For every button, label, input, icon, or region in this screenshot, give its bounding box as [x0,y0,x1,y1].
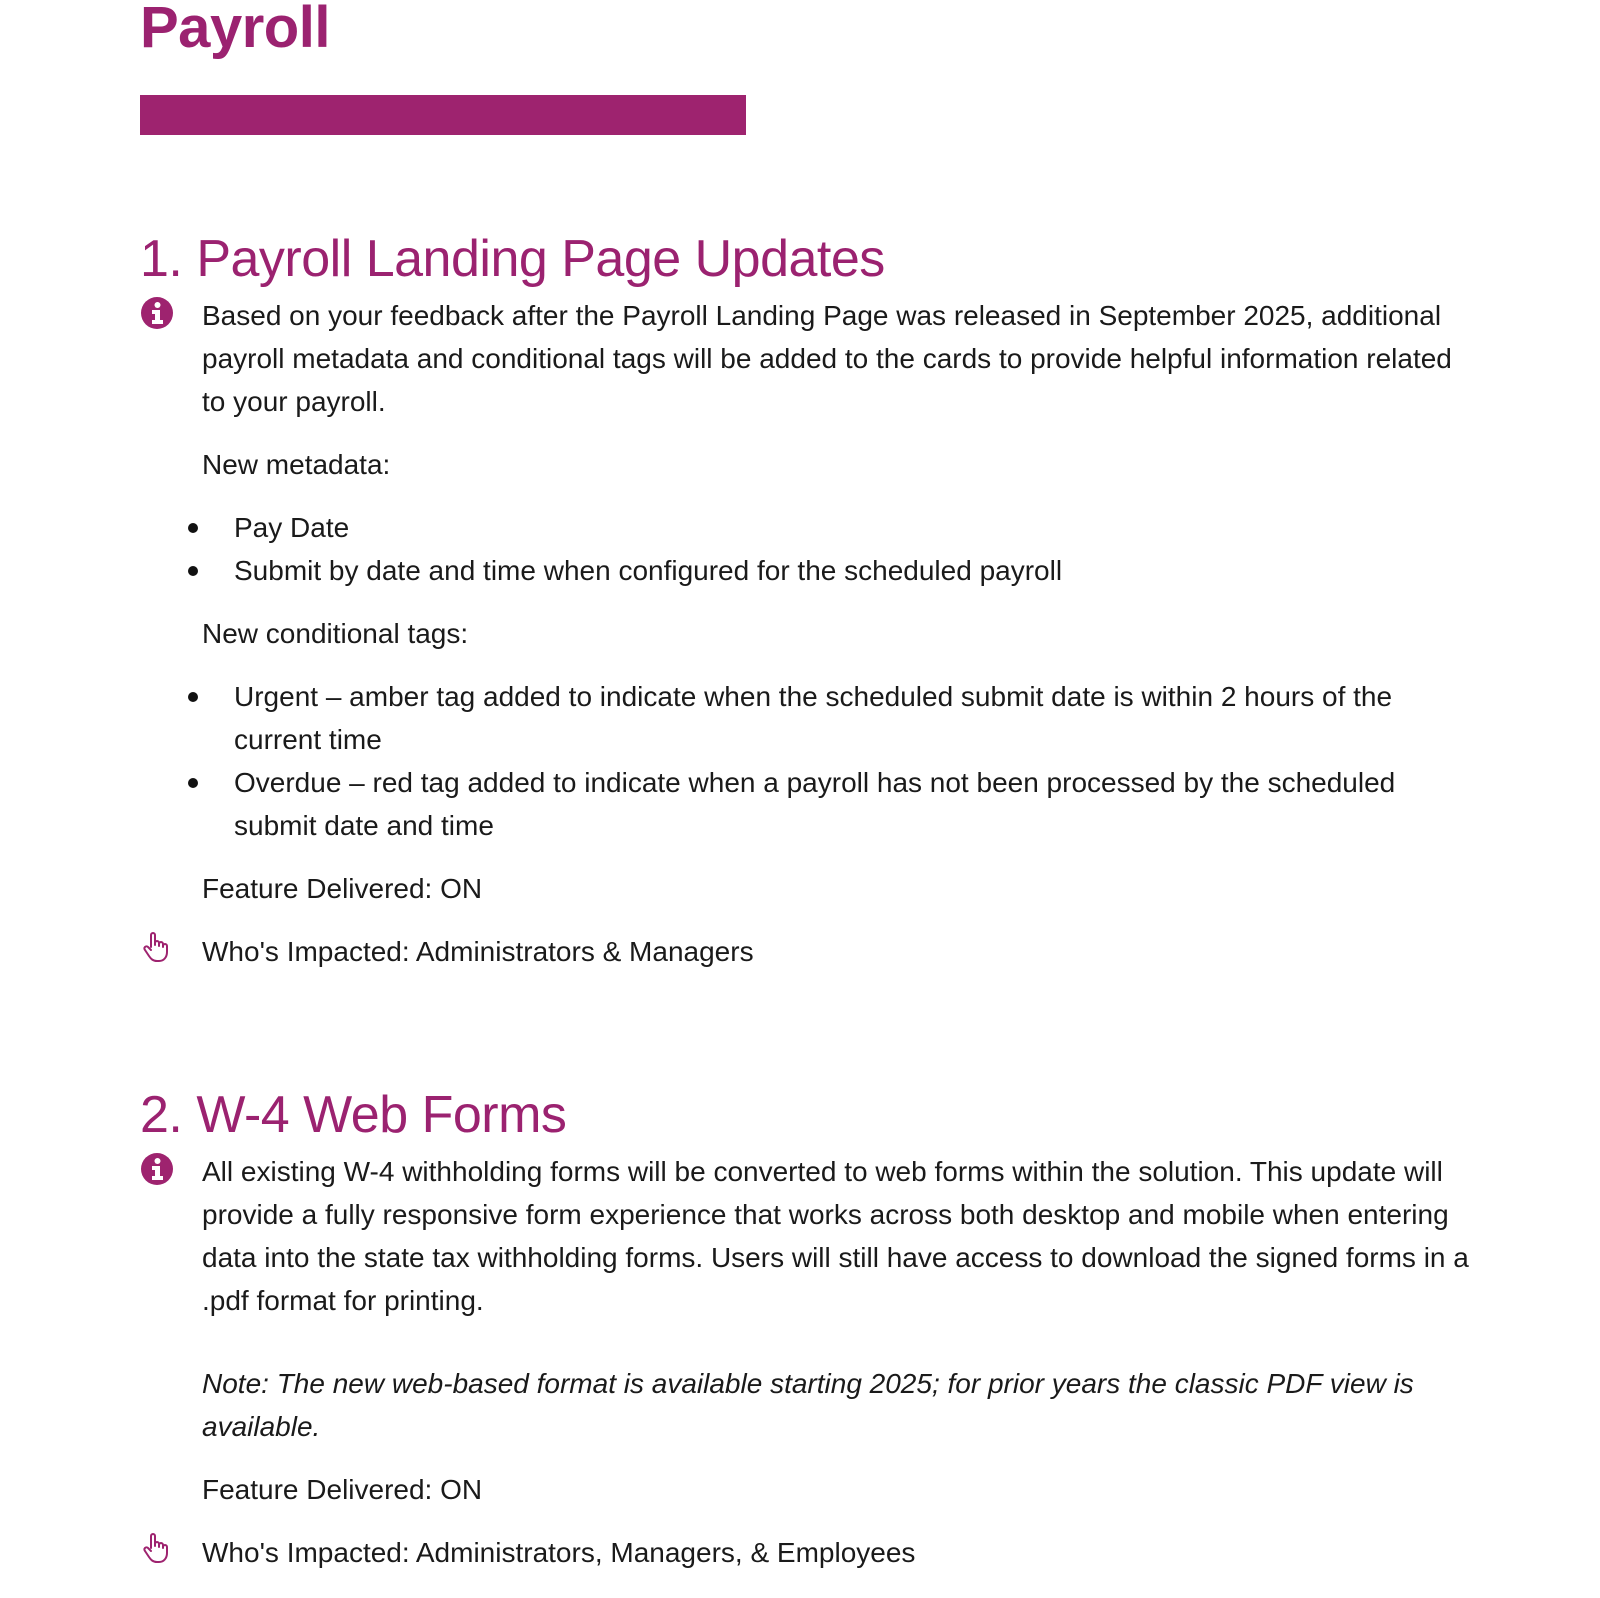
metadata-list [140,506,1480,592]
section-payroll-landing-page-updates [140,228,1480,993]
feature-delivered: Feature Delivered: ON [202,1474,483,1506]
section-note: Note: The new web-based format is available starting 2025; for prior years the classic PDF view is available. [202,1368,1414,1443]
page-title: Payroll [140,0,330,60]
list-item: Overdue – red tag added to indicate when a payroll has not been processed by the scheduled submit date and time [234,761,1480,847]
impact-row [140,1531,1480,1574]
section-w4-web-forms [140,1084,1480,1574]
section-intro: All existing W-4 withholding forms will be converted to web forms within the solution. This update will provide a fully responsive form experience that works across both desktop and mobile when entering data into the state tax withholding forms. Users will still have access to download the signed forms in a .pdf format for printing. [202,1156,1469,1317]
metadata-label: New metadata: [202,449,391,481]
section-heading: 2. W-4 Web Forms [140,1086,567,1144]
tags-label: New conditional tags: [202,618,469,650]
impact-row [140,930,1480,973]
whos-impacted: Who's Impacted: Administrators & Managers [202,936,754,968]
tags-row [140,612,1480,655]
feature-delivered: Feature Delivered: ON [202,873,483,905]
title-accent-bar [140,95,746,135]
list-item: Pay Date [234,506,1480,549]
section-intro: Based on your feedback after the Payroll Landing Page was released in September 2025, additional payroll metadata and conditional tags will be added to the cards to provide helpful information related to your payroll. [202,300,1452,418]
info-circle-icon [140,296,174,330]
info-row [140,294,1480,486]
whos-impacted: Who's Impacted: Administrators, Managers, & Employees [202,1537,916,1569]
info-circle-icon [140,1152,174,1186]
section-heading: 1. Payroll Landing Page Updates [140,230,885,288]
pointing-hand-icon [140,930,174,964]
list-item: Submit by date and time when configured for the scheduled payroll [234,549,1480,592]
feature-row [140,867,1480,910]
list-item: Urgent – amber tag added to indicate when the scheduled submit date is within 2 hours of the current time [234,675,1480,761]
tags-list [140,675,1480,847]
info-row [140,1150,1480,1511]
pointing-hand-icon [140,1531,174,1565]
